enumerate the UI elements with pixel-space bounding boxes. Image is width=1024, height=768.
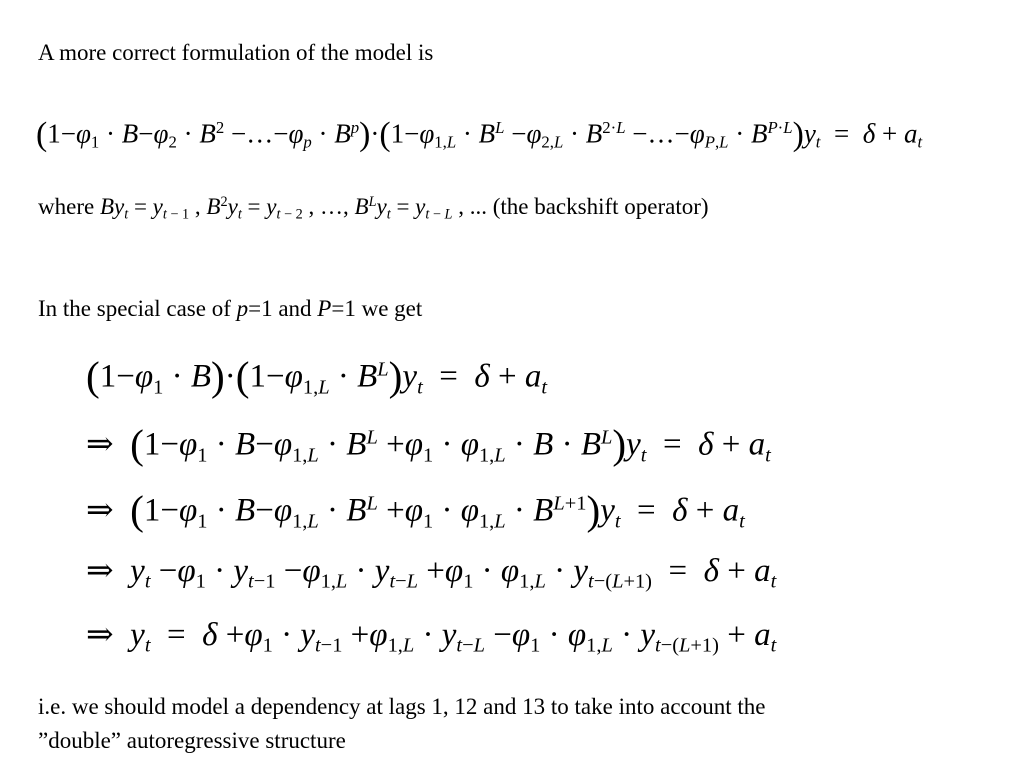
conclusion-line-1: i.e. we should model a dependency at lags 1, 12 and 13 to take into account the bbox=[38, 694, 766, 719]
derivation-line-2: ⇒ $(1-\varphi 1 \cdot B-\varphi 1,L \cdot B^L +\varphi 1 \cdot \varphi 1,L \cdot B \cdot B^L)yt = \delta$ + at bbox=[86, 421, 771, 467]
general-equation: ($1-\varphi 1 \cdot B-\varphi 2 \cdot B^2$ −…−φp · $B^p)\cdot(1-\varphi 1,L \cdot B^L -\varphi 2,L \cdot B^{2\cdot L}$ −…−φP,L · $B^{P\cdot L})yt = \delta$ + at bbox=[36, 116, 923, 153]
derivation-line-1: $(1-\varphi 1 \cdot B)\cdot(1-\varphi 1,L \cdot B^L)yt = \delta$ + at bbox=[86, 353, 548, 399]
special-case-text: In the special case of p=1 and P=1 we get bbox=[38, 296, 423, 321]
derivation-line-4: ⇒ yt −φ1 · yt−1 −φ1,L · yt−L +φ1 · φ1,L · yt−(L+1) = δ + at bbox=[86, 553, 777, 593]
conclusion-paragraph bbox=[38, 690, 998, 758]
conclusion-line-2: ”double” autoregressive structure bbox=[38, 728, 346, 753]
derivation-line-5: ⇒ yt = δ +φ1 · yt−1 +φ1,L · yt−L −φ1 · φ1,L · yt−(L+1) + at bbox=[86, 617, 777, 657]
intro-text: A more correct formulation of the model is bbox=[38, 40, 434, 65]
derivation-line-3: ⇒ $(1-\varphi 1 \cdot B-\varphi 1,L \cdot B^L +\varphi 1 \cdot \varphi 1,L \cdot B^{L+1})yt = \delta$ + at bbox=[86, 487, 745, 533]
backshift-definition: where Byt = yt − 1 , $B^2yt$ = yt − 2 , …, $B^Lyt$ = yt − L , ... (the backshift operator) bbox=[38, 194, 709, 223]
